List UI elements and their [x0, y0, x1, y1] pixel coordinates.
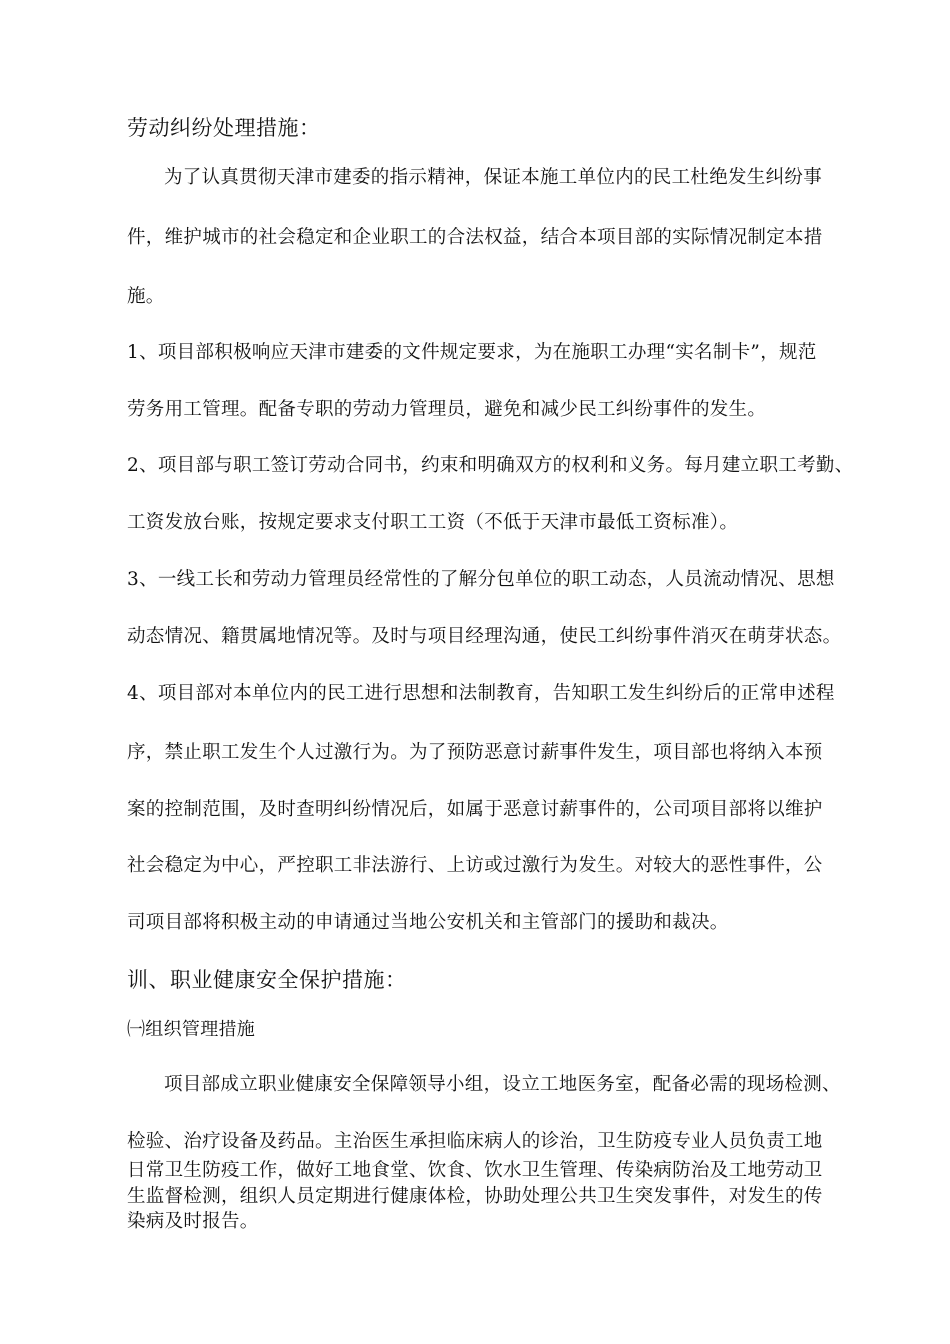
list-item-3-line: 动态情况、籍贯属地情况等。及时与项目经理沟通，使民工纠纷事件消灭在萌芽状态。 — [127, 626, 842, 647]
list-item-2-line: 工资发放台账，按规定要求支付职工工资（不低于天津市最低工资标准）。 — [127, 512, 739, 533]
list-item-2-line: 2、项目部与职工签订劳动合同书，约束和明确双方的权利和义务。每月建立职工考勤、 — [127, 455, 854, 476]
list-item-4-line: 案的控制范围，及时查明纠纷情况后，如属于恶意讨薪事件的，公司项目部将以维护 — [127, 799, 823, 820]
paragraph-line: 生监督检测，组织人员定期进行健康体检，协助处理公共卫生突发事件，对发生的传 — [127, 1186, 823, 1207]
intro-line: 施。 — [127, 286, 165, 307]
list-item-3-line: 3、一线工长和劳动力管理员经常性的了解分包单位的职工动态，人员流动情况、思想 — [127, 569, 835, 590]
subheading-organization-measures: ㈠组织管理措施 — [127, 1019, 256, 1040]
section-heading-labor-disputes: 劳动纠纷处理措施： — [127, 116, 321, 140]
paragraph-line: 检验、治疗设备及药品。主治医生承担临床病人的诊治，卫生防疫专业人员负责工地 — [127, 1131, 823, 1152]
paragraph-line: 项目部成立职业健康安全保障领导小组，设立工地医务室，配备必需的现场检测、 — [164, 1074, 841, 1095]
section-heading-occupational-health: 训、职业健康安全保护措施： — [127, 968, 407, 992]
list-item-4-line: 4、项目部对本单位内的民工进行思想和法制教育，告知职工发生纠纷后的正常申述程 — [127, 683, 835, 704]
intro-line: 件，维护城市的社会稳定和企业职工的合法权益，结合本项目部的实际情况制定本措 — [127, 227, 823, 248]
list-item-4-line: 社会稳定为中心，严控职工非法游行、上访或过激行为发生。对较大的恶性事件，公 — [127, 855, 823, 876]
list-item-4-line: 司项目部将积极主动的申请通过当地公安机关和主管部门的援助和裁决。 — [127, 912, 729, 933]
paragraph-line: 日常卫生防疫工作，做好工地食堂、饮食、饮水卫生管理、传染病防治及工地劳动卫 — [127, 1160, 823, 1181]
intro-line: 为了认真贯彻天津市建委的指示精神，保证本施工单位内的民工杜绝发生纠纷事 — [164, 167, 823, 188]
list-item-4-line: 序，禁止职工发生个人过激行为。为了预防恶意讨薪事件发生，项目部也将纳入本预 — [127, 742, 823, 763]
list-item-1-line: 1、项目部积极响应天津市建委的文件规定要求，为在施职工办理“实名制卡”，规范 — [127, 342, 817, 363]
paragraph-line: 染病及时报告。 — [127, 1211, 259, 1232]
list-item-1-line: 劳务用工管理。配备专职的劳动力管理员，避免和减少民工纠纷事件的发生。 — [127, 399, 767, 420]
